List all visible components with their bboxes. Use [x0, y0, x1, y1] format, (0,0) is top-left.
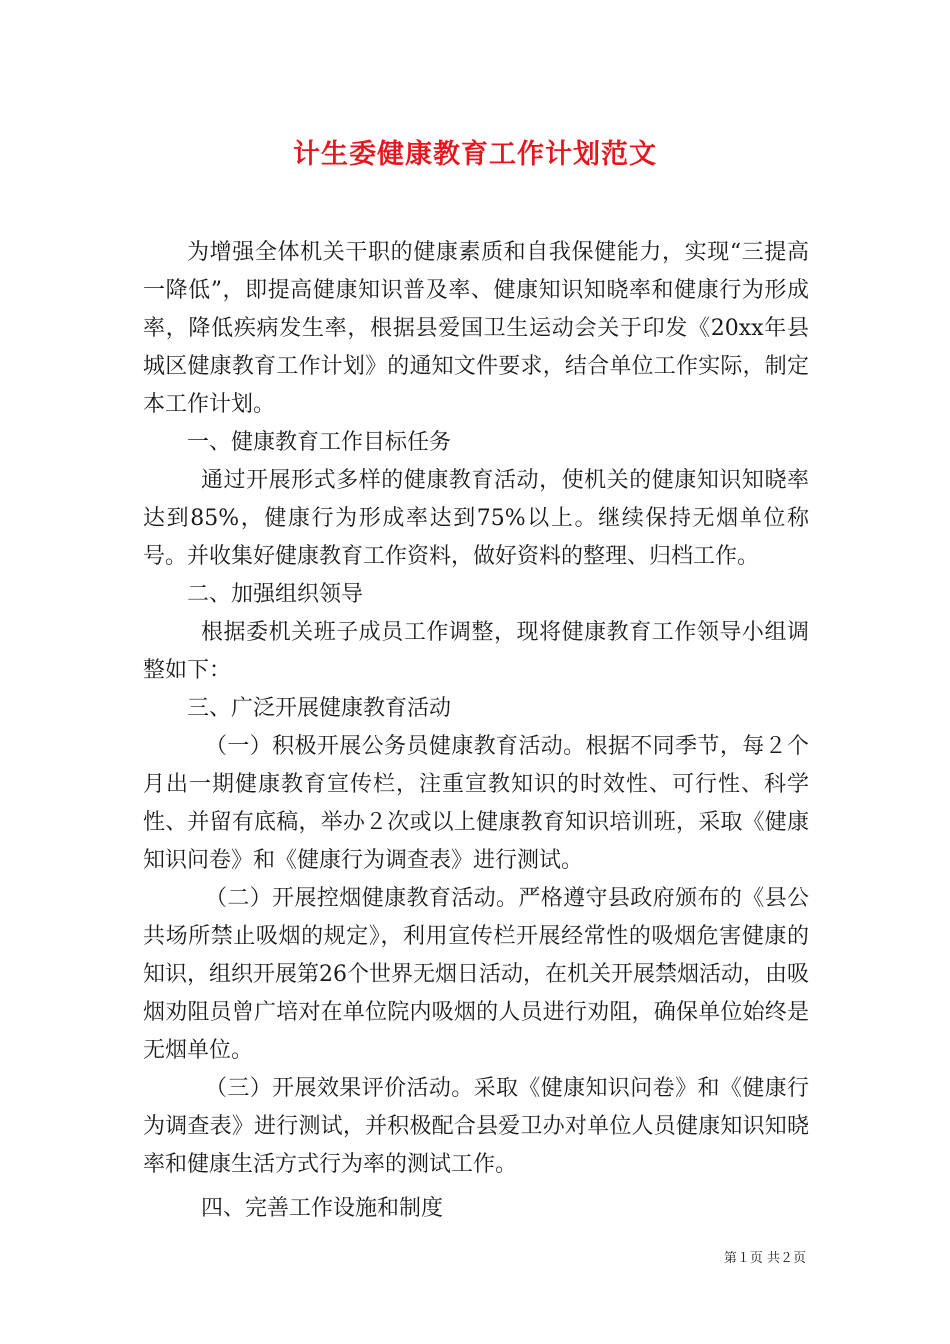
section-2-paragraph: 根据委机关班子成员工作调整，现将健康教育工作领导小组调整如下： [143, 620, 809, 683]
section-3-item-3: （三）开展效果评价活动。采取《健康知识问卷》和《健康行为调查表》进行测试，并积极配合县爱卫办对单位人员健康知识知晓率和健康生活方式行为率的测试工作。 [143, 1076, 809, 1177]
section-3-item-1: （一）积极开展公务员健康教育活动。根据不同季节，每２个月出一期健康教育宣传栏，注重宣教知识的时效性、可行性、科学性、并留有底稿，举办２次或以上健康教育知识培训班，采取《健康知识问卷》和《健康行为调查表》进行测试。 [143, 734, 809, 873]
document-body [143, 234, 809, 1228]
section-heading-3: 三、广泛开展健康教育活动 [187, 696, 452, 721]
section-heading-4: 四、完善工作设施和制度 [201, 1196, 444, 1221]
section-heading-1: 一、健康教育工作目标任务 [187, 430, 452, 455]
section-heading-2: 二、加强组织领导 [187, 582, 364, 607]
page-number-footer: 第１页 共２页 [723, 1251, 806, 1266]
section-1-paragraph: 通过开展形式多样的健康教育活动，使机关的健康知识知晓率达到85%，健康行为形成率达到75%以上。继续保持无烟单位称号。并收集好健康教育工作资料，做好资料的整理、归档工作。 [143, 468, 809, 569]
section-3-item-2: （二）开展控烟健康教育活动。严格遵守县政府颁布的《县公共场所禁止吸烟的规定》，利用宣传栏开展经常性的吸烟危害健康的知识，组织开展第26个世界无烟日活动，在机关开展禁烟活动，由吸烟劝阻员曾广培对在单位院内吸烟的人员进行劝阻，确保单位始终是无烟单位。 [143, 886, 809, 1063]
document-title: 计生委健康教育工作计划范文 [293, 139, 657, 170]
intro-paragraph: 为增强全体机关干职的健康素质和自我保健能力，实现“三提高一降低”，即提高健康知识普及率、健康知识知晓率和健康行为形成率，降低疾病发生率，根据县爱国卫生运动会关于印发《20xx年县城区健康教育工作计划》的通知文件要求，结合单位工作实际，制定本工作计划。 [143, 240, 809, 417]
